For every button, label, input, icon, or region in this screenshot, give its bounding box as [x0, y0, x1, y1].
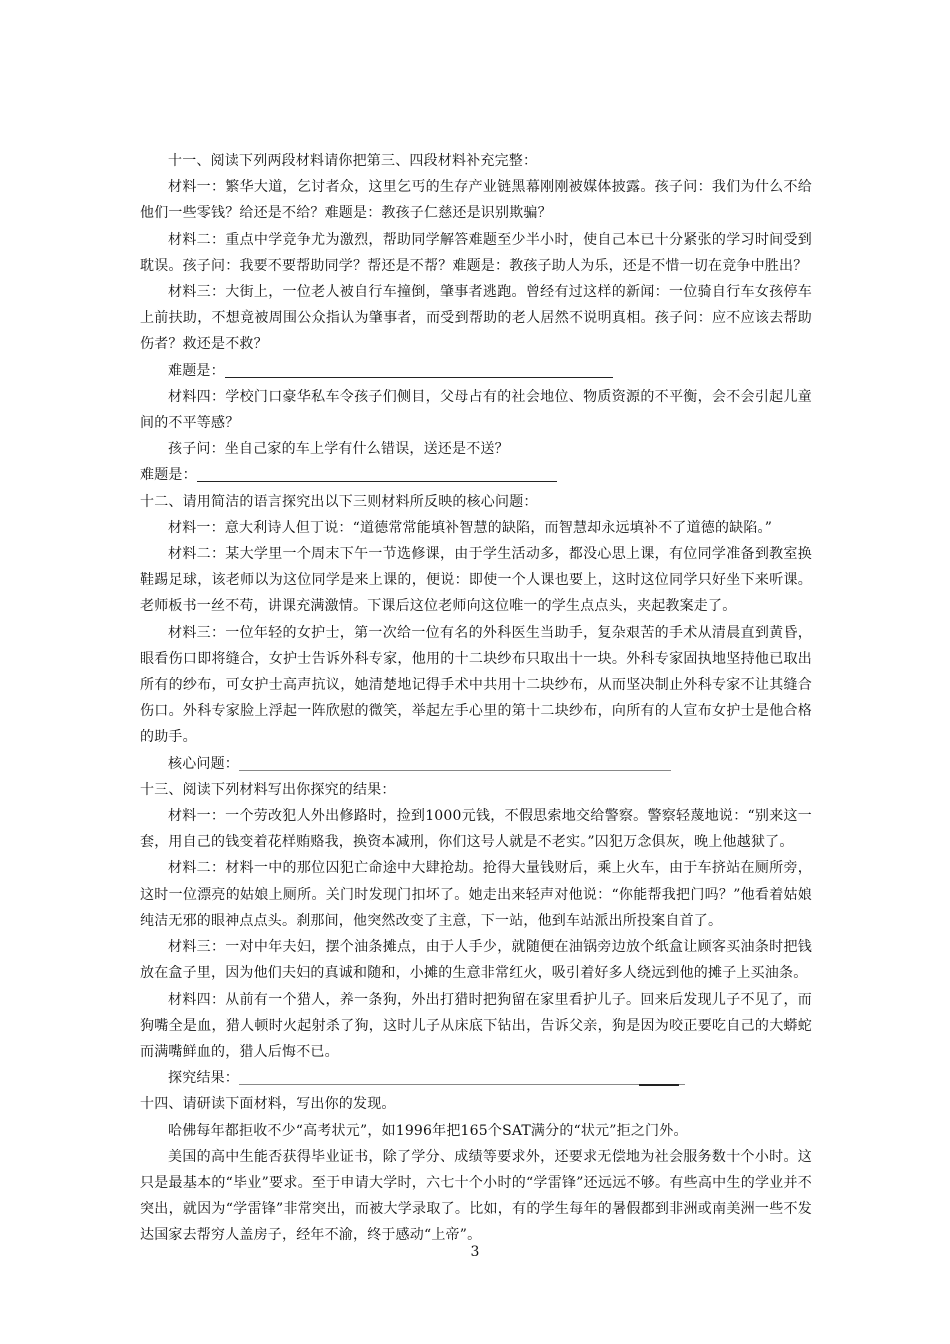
q13-title: 十三、阅读下列材料写出你探究的结果： [140, 781, 396, 798]
blank-underline-segment [639, 1067, 679, 1086]
q11-nanti-answer-blank-2[interactable] [197, 464, 557, 482]
q11-child-question: 孩子问：坐自己家的车上学有什么错误，送还是不送？ [168, 441, 509, 458]
q14-title: 十四、请研读下面材料，写出你的发现。 [140, 1096, 396, 1113]
page-content [140, 148, 812, 1249]
q11-nanti-label-2: 难题是： [140, 467, 197, 484]
q12-material-2: 材料二：某大学里一个周末下午一节选修课，由于学生活动多，都没心思上课，有位同学准备到教室换鞋踢足球，该老师以为这位同学是来上课的，便说：即使一个人课也要上，这时这位同学只好坐下来听课。老师板书一丝不苟，讲课充满激情。下课后这位老师向这位唯一的学生点点头，夹起教案走了。 [140, 546, 812, 615]
q11-nanti-line-2 [140, 462, 812, 488]
q11-nanti-line [140, 358, 812, 384]
q13-result-answer-blank[interactable] [239, 1067, 685, 1085]
q14-paragraph-2: 美国的高中生能否获得毕业证书，除了学分、成绩等要求外，还要求无偿地为社会服务数十个小时。这只是最基本的“毕业”要求。至于申请大学时，六七十个小时的“学雷锋”还远远不够。有些高中生的学业并不突出，就因为“学雷锋”非常突出，而被大学录取了。比如，有的学生每年的暑假都到非洲或南美洲一些不发达国家去帮穷人盖房子，经年不渝，终于感动“上帝”。 [140, 1148, 812, 1244]
q12-core-answer-blank[interactable] [239, 753, 671, 771]
q12-core-label: 核心问题： [168, 755, 239, 772]
q13-material-3: 材料三：一对中年夫妇，摆个油条摊点，由于人手少，就随便在油锅旁边放个纸盒让顾客买油条时把钱放在盒子里，因为他们夫妇的真诚和随和，小摊的生意非常红火，吸引着好多人绕远到他的摊子上买油条。 [140, 939, 812, 982]
q13-material-4: 材料四：从前有一个猎人，养一条狗，外出打猎时把狗留在家里看护儿子。回来后发现儿子不见了，而狗嘴全是血，猎人顿时火起射杀了狗，这时儿子从床底下钻出，告诉父亲，狗是因为咬正要吃自己的大蟒蛇而满嘴鲜血的，猎人后悔不已。 [140, 991, 812, 1060]
q11-title: 十一、阅读下列两段材料请你把第三、四段材料补充完整： [168, 153, 538, 169]
q13-result-label: 探究结果： [168, 1070, 239, 1087]
q11-material-2: 材料二：重点中学竞争尤为激烈，帮助同学解答难题至少半小时，使自己本已十分紧张的学习时间受到耽误。孩子问：我要不要帮助同学？帮还是不帮？难题是：教孩子助人为乐，还是不惜一切在竞争中胜出？ [140, 231, 812, 274]
q11-material-4: 材料四：学校门口豪华私车令孩子们侧目，父母占有的社会地位、物质资源的不平衡，会不会引起儿童间的不平等感？ [140, 388, 812, 432]
q11-nanti-label: 难题是： [168, 362, 225, 379]
q11-material-3: 材料三：大街上，一位老人被自行车撞倒，肇事者逃跑。曾经有过这样的新闻：一位骑自行车女孩停车上前扶助，不想竟被周围公众指认为肇事者，而受到帮助的老人居然不说明真相。孩子问：应不应该去帮助伤者？救还是不救？ [140, 284, 812, 353]
q14-paragraph-1: 哈佛每年都拒收不少“高考状元”，如1996年把165个SAT满分的“状元”拒之门外。 [168, 1122, 688, 1139]
q13-material-1: 材料一：一个劳改犯人外出修路时，捡到1000元钱，不假思索地交给警察。警察轻蔑地说：“别来这一套，用自己的钱变着花样贿赂我，换资本减刑，你们这号人就是不老实。”囚犯万念俱灰，晚上他越狱了。 [140, 808, 812, 851]
q13-result-line [140, 1065, 812, 1091]
q12-material-3: 材料三：一位年轻的女护士，第一次给一位有名的外科医生当助手，复杂艰苦的手术从清晨直到黄昏，眼看伤口即将缝合，女护士告诉外科专家，他用的十二块纱布只取出十一块。外科专家固执地坚持他已取出所有的纱布，可女护士高声抗议，她清楚地记得手术中共用十二块纱布，从而坚决制止外科专家不让其缝合伤口。外科专家脸上浮起一阵欣慰的微笑，举起左手心里的第十二块纱布，向所有的人宣布女护士是他合格的助手。 [140, 624, 812, 746]
q11-material-1: 材料一：繁华大道，乞讨者众，这里乞丐的生存产业链黑幕刚刚被媒体披露。孩子问：我们为什么不给他们一些零钱？给还是不给？难题是：教孩子仁慈还是识别欺骗？ [140, 179, 812, 222]
q13-material-2: 材料二：材料一中的那位囚犯亡命途中大肆抢劫。抢得大量钱财后，乘上火车，由于车挤站在厕所旁，这时一位漂亮的姑娘上厕所。关门时发现门扣坏了。她走出来轻声对他说：“你能帮我把门吗？”他看着姑娘纯洁无邪的眼神点点头。刹那间，他突然改变了主意，下一站，他到车站派出所投案自首了。 [140, 860, 812, 929]
q12-core-line [140, 751, 812, 777]
q12-material-1: 材料一：意大利诗人但丁说：“道德常常能填补智慧的缺陷，而智慧却永远填补不了道德的缺陷。” [168, 519, 773, 536]
page-number: 3 [470, 1244, 480, 1260]
q11-nanti-answer-blank[interactable] [225, 360, 613, 378]
q12-title: 十二、请用简洁的语言探究出以下三则材料所反映的核心问题： [140, 493, 538, 510]
